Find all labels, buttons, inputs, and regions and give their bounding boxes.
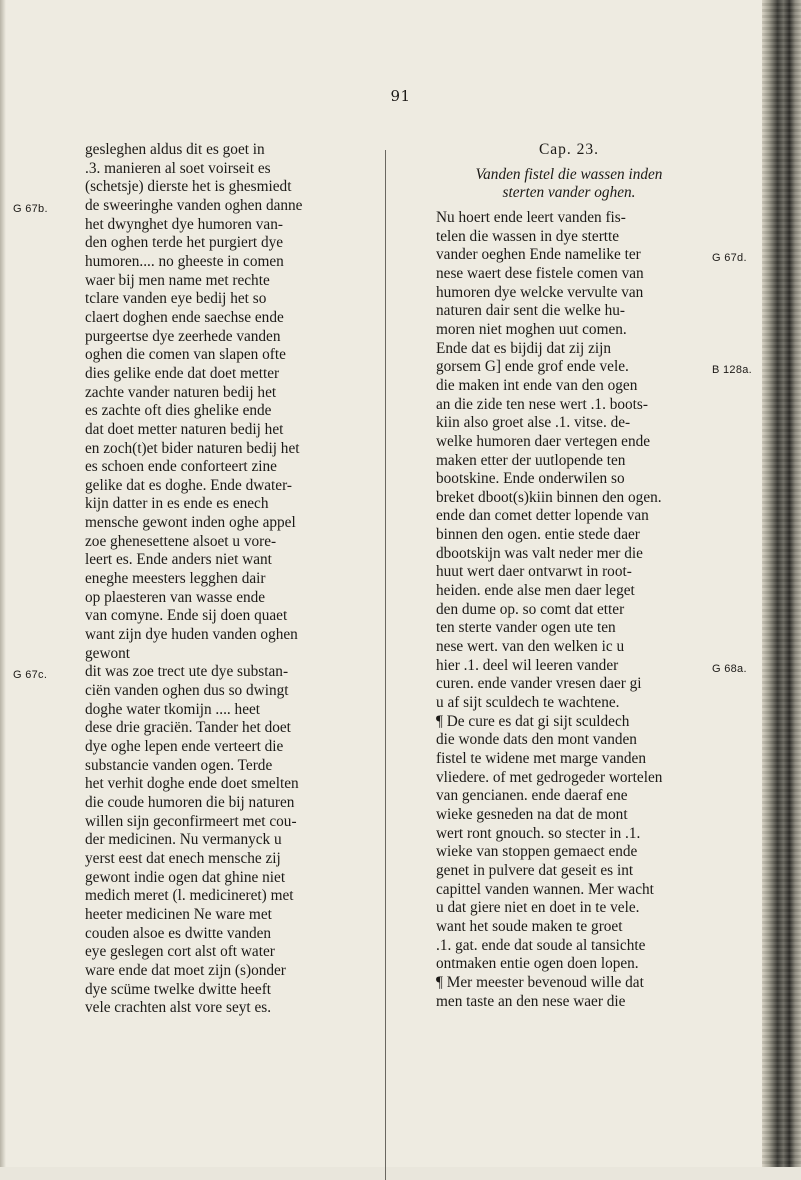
text-line: [85, 626, 347, 645]
text-line: [436, 675, 702, 694]
margin-reference: G 67d.: [712, 252, 747, 265]
line-text: de sweeringhe vanden oghen danne: [85, 196, 303, 214]
line-text: men taste an den nese waer die: [436, 992, 626, 1010]
text-line: [436, 396, 702, 415]
text-line: [436, 340, 702, 359]
text-line: [85, 869, 347, 888]
text-line: [85, 402, 347, 421]
line-text: die wonde dats den mont vanden: [436, 731, 637, 749]
text-line: [85, 943, 347, 962]
text-line: [85, 253, 347, 272]
text-line: [85, 738, 347, 757]
margin-reference: B 128a.: [712, 364, 753, 377]
line-text: humoren.... no gheeste in comen: [85, 252, 284, 270]
text-line: [85, 813, 347, 832]
text-line: [436, 862, 702, 881]
text-line: [85, 309, 347, 328]
text-line: [85, 906, 347, 925]
text-line: [85, 384, 347, 403]
text-line: [85, 477, 347, 496]
text-line: [436, 694, 702, 713]
line-text: van comyne. Ende sij doen quaet: [85, 607, 288, 625]
line-text: fistel te widene met marge vanden: [436, 750, 646, 767]
text-line: [85, 272, 347, 291]
line-text: heeter medicinen Ne ware met: [85, 905, 272, 923]
line-text: Nu hoert ende leert vanden fis-: [436, 208, 626, 226]
text-line: [436, 265, 702, 284]
text-line: [436, 993, 702, 1012]
text-line: [85, 775, 347, 794]
text-line: [85, 607, 347, 626]
line-text: nese wert. van den welken ic u: [436, 638, 625, 656]
text-line: [85, 290, 347, 309]
line-text: leert es. Ende anders niet want: [85, 551, 272, 569]
line-text: es zachte oft dies ghelike ende: [85, 402, 272, 420]
line-text: zoe ghenesettene alsoet u vore-: [85, 532, 277, 550]
line-text: capittel vanden wannen. Mer wacht: [436, 880, 654, 898]
text-line: [85, 141, 347, 160]
text-line: [436, 507, 702, 526]
text-line: [85, 701, 347, 720]
line-text: want zijn dye huden vanden oghen: [85, 626, 298, 644]
line-text: mensche gewont inden oghe appel: [85, 514, 296, 532]
text-line: [436, 843, 702, 862]
line-text: maken etter der uutlopende ten: [436, 451, 626, 469]
text-line: [436, 414, 702, 433]
text-line: [85, 981, 347, 1000]
line-text: en zoch(t)et bider naturen bedij het: [85, 439, 300, 457]
text-line: [436, 526, 702, 545]
margin-reference: G 68a.: [712, 662, 747, 675]
text-line: [85, 962, 347, 981]
line-text: ende dan comet detter lopende van: [436, 507, 649, 525]
text-line: [436, 899, 702, 918]
line-text: gelike dat es doghe. Ende dwater-: [85, 476, 292, 494]
line-text: genet in pulvere dat geseit es int: [436, 861, 634, 879]
line-text: eneghe meesters legghen dair: [85, 570, 266, 588]
line-text: ware ende dat moet zijn (s)onder: [85, 961, 286, 979]
text-line: [436, 769, 702, 788]
line-text: Ende dat es bijdij dat zij zijn: [436, 339, 612, 357]
line-text: gewont indie ogen dat ghine niet: [85, 868, 286, 886]
text-line: [436, 563, 702, 582]
text-line: [436, 228, 702, 247]
text-line: [436, 955, 702, 974]
line-text: u af sijt sculdech te wachtene.: [436, 694, 620, 712]
page-number: 91: [390, 87, 411, 105]
text-line: [85, 365, 347, 384]
line-text: ¶ De cure es dat gi sijt sculdech: [436, 712, 630, 730]
line-text: den dume op. so comt dat etter: [436, 600, 625, 618]
line-text: kijn datter in es ende es enech: [85, 495, 269, 513]
text-line: [85, 570, 347, 589]
text-line: [85, 551, 347, 570]
line-text: medich meret (l. medicineret) met: [85, 887, 294, 905]
text-line: [85, 514, 347, 533]
line-text: dbootskijn was valt neder mer die: [436, 544, 643, 562]
line-text: wieke gesneden na dat de mont: [436, 805, 628, 823]
text-line: [436, 656, 747, 676]
text-line: [85, 757, 347, 776]
text-line: [436, 377, 702, 396]
line-text: ontmaken entie ogen doen lopen.: [436, 955, 639, 973]
line-text: curen. ende vander vresen daer gi: [436, 675, 642, 693]
line-text: yerst eest dat enech mensche zij: [85, 849, 281, 867]
text-line: [85, 495, 347, 514]
line-text: tclare vanden eye bedij het so: [85, 290, 267, 308]
line-text: u dat giere niet en doet in te vele.: [436, 899, 640, 917]
text-line: [436, 731, 702, 750]
text-line: [436, 619, 702, 638]
line-text: waer bij men name met rechte: [85, 271, 270, 289]
line-text: wieke van stoppen gemaect ende: [436, 843, 638, 861]
text-line: [436, 321, 702, 340]
line-text: huut wert daer ontvarwt in root-: [436, 563, 632, 581]
line-text: vele crachten alst vore seyt es.: [85, 999, 272, 1017]
text-line: [436, 582, 702, 601]
line-text: het dwynghet dye humoren van-: [85, 215, 283, 233]
text-line: [85, 887, 347, 906]
line-text: bootskine. Ende onderwilen so: [436, 470, 625, 488]
line-text: gorsem G] ende grof ende vele.: [436, 358, 629, 376]
line-text: dye scüme twelke dwitte heeft: [85, 980, 272, 998]
text-line: [436, 302, 702, 321]
text-line: [436, 806, 702, 825]
text-line: [85, 216, 347, 235]
text-line: [436, 750, 702, 769]
text-line: [85, 645, 347, 664]
text-line: [436, 825, 702, 844]
text-line: [436, 787, 702, 806]
line-text: want het soude maken te groet: [436, 917, 623, 935]
line-text: es schoen ende conforteert zine: [85, 458, 277, 476]
line-text: dat doet metter naturen bedij het: [85, 420, 284, 438]
book-binding-spine: [762, 0, 801, 1167]
right-column: [436, 141, 753, 1011]
text-line: [85, 440, 347, 459]
text-line: [85, 178, 347, 197]
line-text: eye geslegen cort alst oft water: [85, 943, 275, 961]
text-line: [85, 328, 347, 347]
line-text: gesleghen aldus dit es goet in: [85, 141, 265, 158]
line-text: telen die wassen in dye stertte: [436, 227, 620, 245]
chapter-title: [436, 166, 702, 203]
chapter-heading: Cap. 23.: [538, 141, 600, 158]
line-text: hier .1. deel wil leeren vander: [436, 656, 619, 674]
text-line: [436, 452, 702, 471]
text-line: [13, 196, 347, 216]
line-text: moren niet moghen uut comen.: [436, 320, 627, 338]
text-line: [85, 831, 347, 850]
line-text: ten sterte vander ogen ute ten: [436, 619, 616, 637]
line-text: ¶ Mer meester bevenoud wille dat: [436, 973, 644, 991]
text-line: [436, 545, 702, 564]
line-text: vliedere. of met gedrogeder wortelen: [436, 768, 663, 786]
text-line: [85, 234, 347, 253]
text-line: [85, 850, 347, 869]
text-line: [85, 999, 347, 1018]
line-text: willen sijn geconfirmeert met cou-: [85, 812, 297, 830]
line-text: .1. gat. ende dat soude al tansichte: [436, 936, 646, 954]
text-line: [436, 489, 702, 508]
line-text: van gencianen. ende daeraf ene: [436, 787, 628, 805]
text-line: [85, 925, 347, 944]
line-text: dese drie graciën. Tander het doet: [85, 719, 291, 737]
text-line: [436, 358, 753, 377]
line-text: gewont: [85, 644, 131, 662]
text-line: [436, 937, 702, 956]
margin-reference: G 67c.: [13, 669, 48, 682]
line-text: dit was zoe trect ute dye substan-: [85, 663, 289, 681]
text-line: [436, 433, 702, 452]
line-text: die coude humoren die bij naturen: [85, 793, 295, 811]
text-line: [13, 663, 347, 682]
line-text: welke humoren daer vertegen ende: [436, 432, 651, 450]
text-line: [436, 918, 702, 937]
line-text: purgeertse dye zeerhede vanden: [85, 327, 281, 345]
text-line: [85, 421, 347, 440]
line-text: den oghen terde het purgiert dye: [85, 234, 284, 252]
text-line: [85, 589, 347, 608]
line-text: an die zide ten nese wert .1. boots-: [436, 395, 648, 413]
margin-reference: G 67b.: [13, 202, 48, 215]
column-divider: [385, 150, 386, 1180]
line-text: dies gelike ende dat doet metter: [85, 364, 280, 382]
text-line: [436, 713, 702, 732]
text-line: [85, 682, 347, 701]
line-text: heiden. ende alse men daer leget: [436, 582, 635, 600]
text-line: [436, 638, 702, 657]
line-text: zachte vander naturen bedij het: [85, 383, 277, 401]
text-line: [85, 533, 347, 552]
line-text: het verhit doghe ende doet smelten: [85, 775, 299, 793]
text-line: [85, 160, 347, 179]
line-text: humoren dye welcke vervulte van: [436, 283, 644, 301]
line-text: kiin also groet alse .1. vitse. de-: [436, 414, 631, 432]
line-text: dye oghe lepen ende verteert die: [85, 738, 284, 755]
text-line: [436, 284, 702, 303]
line-text: nese waert dese fistele comen van: [436, 264, 644, 282]
left-column: [13, 141, 347, 1018]
text-line: [436, 209, 702, 228]
line-text: wert ront gnouch. so stecter in .1.: [436, 824, 641, 842]
line-text: couden alsoe es dwitte vanden: [85, 924, 272, 942]
line-text: op plaesteren van wasse ende: [85, 588, 266, 606]
line-text: naturen dair sent die welke hu-: [436, 302, 626, 320]
text-line: [436, 881, 702, 900]
line-text: oghen die comen van slapen ofte: [85, 346, 286, 364]
line-text: der medicinen. Nu vermanyck u: [85, 831, 282, 849]
line-text: claert doghen ende saechse ende: [85, 308, 284, 326]
text-line: [436, 601, 702, 620]
line-text: breket dboot(s)kiin binnen den ogen.: [436, 488, 662, 506]
line-text: (schetsje) dierste het is ghesmiedt: [85, 178, 292, 196]
text-line: [85, 794, 347, 813]
line-text: binnen den ogen. entie stede daer: [436, 526, 640, 544]
line-text: die maken int ende van den ogen: [436, 376, 638, 394]
line-text: substancie vanden ogen. Terde: [85, 756, 273, 774]
text-line: [85, 346, 347, 365]
text-line: [85, 458, 347, 477]
line-text: .3. manieren al soet voirseit es: [85, 159, 271, 177]
line-text: vander oeghen Ende namelike ter: [436, 246, 641, 264]
page-edge-shadow: [0, 0, 6, 1167]
chapter-title-line: sterten vander oghen.: [502, 184, 636, 202]
text-line: [436, 974, 702, 993]
text-line: [436, 246, 747, 265]
chapter-title-line: Vanden fistel die wassen inden: [475, 165, 663, 183]
text-line: [85, 719, 347, 738]
right-column-text: [436, 208, 753, 1011]
text-line: [436, 470, 702, 489]
line-text: ciën vanden oghen dus so dwingt: [85, 682, 289, 700]
line-text: doghe water tkomijn .... heet: [85, 700, 261, 718]
